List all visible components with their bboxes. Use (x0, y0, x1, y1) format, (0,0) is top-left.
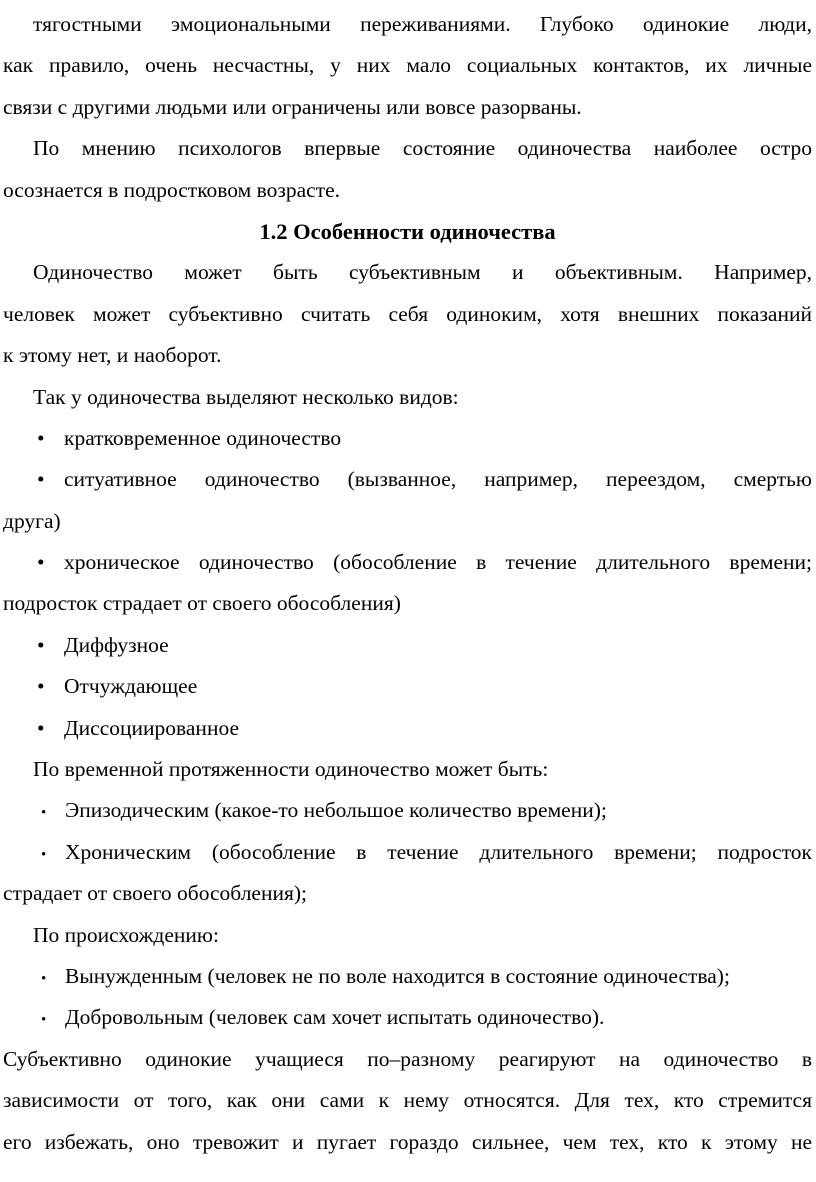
list-item (3, 418, 812, 459)
bullet-icon: • (37, 467, 45, 492)
text-line: подросток страдает от своего обособления) (3, 591, 401, 616)
text-line: Так у одиночества выделяют несколько видов: (33, 384, 459, 409)
list-item (3, 542, 812, 583)
list-item-text: Хроническим (обособление в течение длительного времени; подросток (65, 839, 812, 864)
list-item (3, 666, 812, 707)
text-line: тягостными эмоциональными переживаниями. Глубоко одинокие люди, (33, 12, 812, 36)
list-item-text: кратковременное одиночество (64, 425, 342, 450)
text-line: По временной протяженности одиночество может быть: (33, 757, 549, 782)
text-line: к этому нет, и наоборот. (3, 343, 222, 368)
list-item-text: Диссоциированное (64, 715, 240, 740)
text-line: зависимости от того, как они сами к нему относятся. Для тех, кто стремится (3, 1088, 812, 1113)
text-line: его избежать, оно тревожит и пугает гораздо сильнее, чем тех, кто к этому не (3, 1129, 812, 1154)
list-item (3, 790, 812, 831)
text-line: осознается в подростковом возрасте. (3, 177, 341, 202)
bullet-icon: • (41, 805, 47, 822)
list-item-text: Эпизодическим (какое-то небольшое количество времени); (65, 798, 607, 823)
bullet-icon: • (41, 970, 47, 987)
text-line: Субъективно одинокие учащиеся по–разному реагируют на одиночество в (3, 1046, 812, 1071)
text-line: друга) (3, 508, 61, 533)
list-item (3, 625, 812, 666)
section-heading: 1.2 Особенности одиночества (259, 218, 556, 244)
list-item-text: хроническое одиночество (обособление в течение длительного времени; (64, 550, 812, 575)
text-line: связи с другими людьми или ограничены или вовсе разорваны. (3, 94, 582, 119)
list-item-text: Добровольным (человек сам хочет испытать одиночество). (65, 1005, 605, 1030)
bullet-icon: • (37, 632, 45, 657)
bullet-icon: • (37, 715, 45, 740)
bullet-icon: • (37, 425, 45, 450)
list-item-text: Отчуждающее (64, 674, 198, 699)
list-item (3, 832, 812, 873)
list-item-text: Диффузное (64, 632, 169, 657)
list-item (3, 956, 812, 997)
list-item-text: ситуативное одиночество (вызванное, например, переездом, смертью (64, 467, 812, 492)
bullet-icon: • (37, 674, 45, 699)
text-line: По мнению психологов впервые состояние одиночества наиболее остро (33, 136, 812, 161)
text-line: страдает от своего обособления); (3, 881, 308, 906)
list-item (3, 459, 812, 500)
list-item (3, 997, 812, 1038)
bullet-icon: • (37, 550, 45, 575)
list-item (3, 708, 812, 749)
bullet-icon: • (41, 846, 47, 863)
text-line: как правило, очень несчастны, у них мало социальных контактов, их личные (3, 53, 812, 78)
text-line: Одиночество может быть субъективным и объективным. Например, (33, 260, 812, 285)
text-line: человек может субъективно считать себя одиноким, хотя внешних показаний (3, 301, 812, 326)
text-line: По происхождению: (33, 922, 219, 947)
list-item-text: Вынужденным (человек не по воле находится в состояние одиночества); (65, 963, 730, 988)
bullet-icon: • (41, 1012, 47, 1029)
